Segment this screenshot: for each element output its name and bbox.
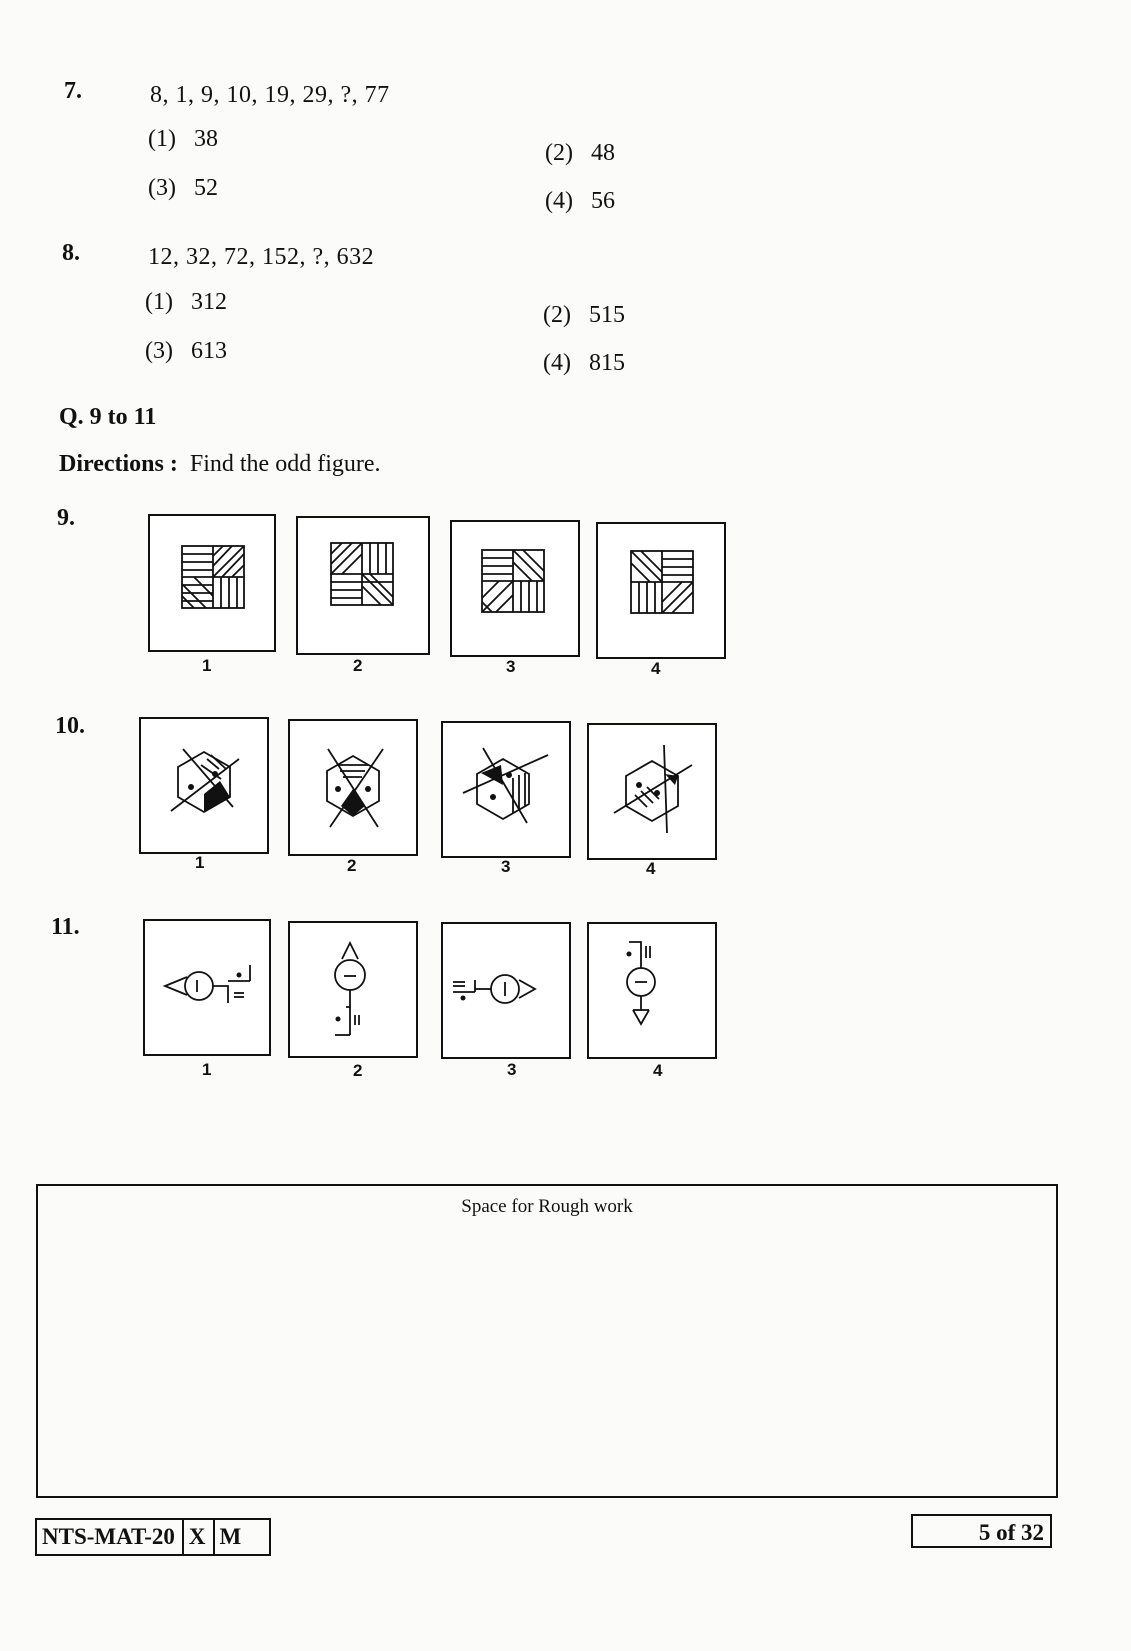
q10-figure-3-drawing	[443, 723, 569, 856]
q9-figure-4[interactable]	[596, 522, 726, 659]
question-7-option-1[interactable]	[148, 126, 218, 153]
q10-figure-3[interactable]	[441, 721, 571, 858]
option-label: (2)	[543, 302, 571, 328]
option-value: 48	[590, 140, 615, 166]
question-7-option-3[interactable]	[148, 175, 218, 202]
q10-label-1: 1	[195, 853, 205, 872]
option-value: 56	[590, 188, 615, 214]
q10-figure-4-drawing	[589, 725, 715, 858]
q11-figure-1-drawing	[145, 921, 269, 1054]
paper-set: X	[182, 1520, 213, 1554]
question-8-option-2[interactable]	[543, 302, 625, 329]
q10-figure-2-drawing	[290, 721, 416, 854]
rough-work-title: Space for Rough work	[461, 1196, 633, 1217]
q11-label-4: 4	[653, 1061, 663, 1080]
question-7-text: 8, 1, 9, 10, 19, 29, ?, 77	[150, 82, 390, 108]
q10-figure-1[interactable]	[139, 717, 269, 854]
directions-label: Directions :	[59, 451, 178, 477]
q9-figure-1-drawing	[150, 516, 274, 650]
q11-figure-2-drawing	[290, 923, 416, 1056]
q9-figure-2-drawing	[298, 518, 428, 653]
question-8-number: 8.	[62, 240, 80, 266]
q10-label-2: 2	[347, 856, 357, 875]
option-label: (4)	[543, 350, 571, 376]
directions-text: Find the odd figure.	[189, 451, 381, 477]
q9-figure-3-drawing	[452, 522, 578, 655]
option-value: 38	[193, 126, 218, 152]
q9-label-4: 4	[651, 659, 661, 678]
paper-medium: M	[213, 1520, 270, 1554]
q10-label-3: 3	[501, 857, 511, 876]
q10-figure-1-drawing	[141, 719, 267, 852]
paper-code: NTS-MAT-20	[42, 1524, 175, 1549]
directions	[59, 451, 381, 478]
q11-figure-1[interactable]	[143, 919, 271, 1056]
question-8-text: 12, 32, 72, 152, ?, 632	[148, 244, 375, 270]
option-label: (1)	[145, 289, 173, 315]
q11-label-2: 2	[353, 1061, 363, 1080]
q10-label-4: 4	[646, 859, 656, 878]
paper-code-box	[35, 1518, 271, 1556]
q11-label-1: 1	[202, 1060, 212, 1079]
option-value: 613	[190, 338, 227, 364]
q9-label-2: 2	[353, 656, 363, 675]
rough-work-box[interactable]	[36, 1184, 1058, 1498]
question-8-option-4[interactable]	[543, 350, 625, 377]
q11-figure-3-drawing	[443, 924, 569, 1057]
question-9-number: 9.	[57, 505, 75, 531]
option-value: 515	[588, 302, 625, 328]
option-label: (4)	[545, 188, 573, 214]
option-label: (3)	[148, 175, 176, 201]
q9-figure-1[interactable]	[148, 514, 276, 652]
q11-figure-4-drawing	[589, 924, 715, 1057]
option-label: (3)	[145, 338, 173, 364]
question-11-number: 11.	[51, 914, 80, 940]
q11-label-3: 3	[507, 1060, 517, 1079]
question-7-option-4[interactable]	[545, 188, 615, 215]
q10-figure-4[interactable]	[587, 723, 717, 860]
question-7-number: 7.	[64, 78, 82, 104]
q9-label-1: 1	[202, 656, 212, 675]
option-label: (2)	[545, 140, 573, 166]
option-value: 815	[588, 350, 625, 376]
q9-figure-3[interactable]	[450, 520, 580, 657]
q11-figure-4[interactable]	[587, 922, 717, 1059]
q9-figure-2[interactable]	[296, 516, 430, 655]
question-7-option-2[interactable]	[545, 140, 615, 167]
option-label: (1)	[148, 126, 176, 152]
question-8-option-3[interactable]	[145, 338, 227, 365]
option-value: 312	[190, 289, 227, 315]
option-value: 52	[193, 175, 218, 201]
q9-label-3: 3	[506, 657, 516, 676]
page-number: 5 of 32	[911, 1514, 1052, 1548]
q11-figure-2[interactable]	[288, 921, 418, 1058]
question-10-number: 10.	[55, 713, 85, 739]
q10-figure-2[interactable]	[288, 719, 418, 856]
section-heading: Q. 9 to 11	[59, 404, 157, 430]
question-8-option-1[interactable]	[145, 289, 227, 316]
q11-figure-3[interactable]	[441, 922, 571, 1059]
q9-figure-4-drawing	[598, 524, 724, 657]
